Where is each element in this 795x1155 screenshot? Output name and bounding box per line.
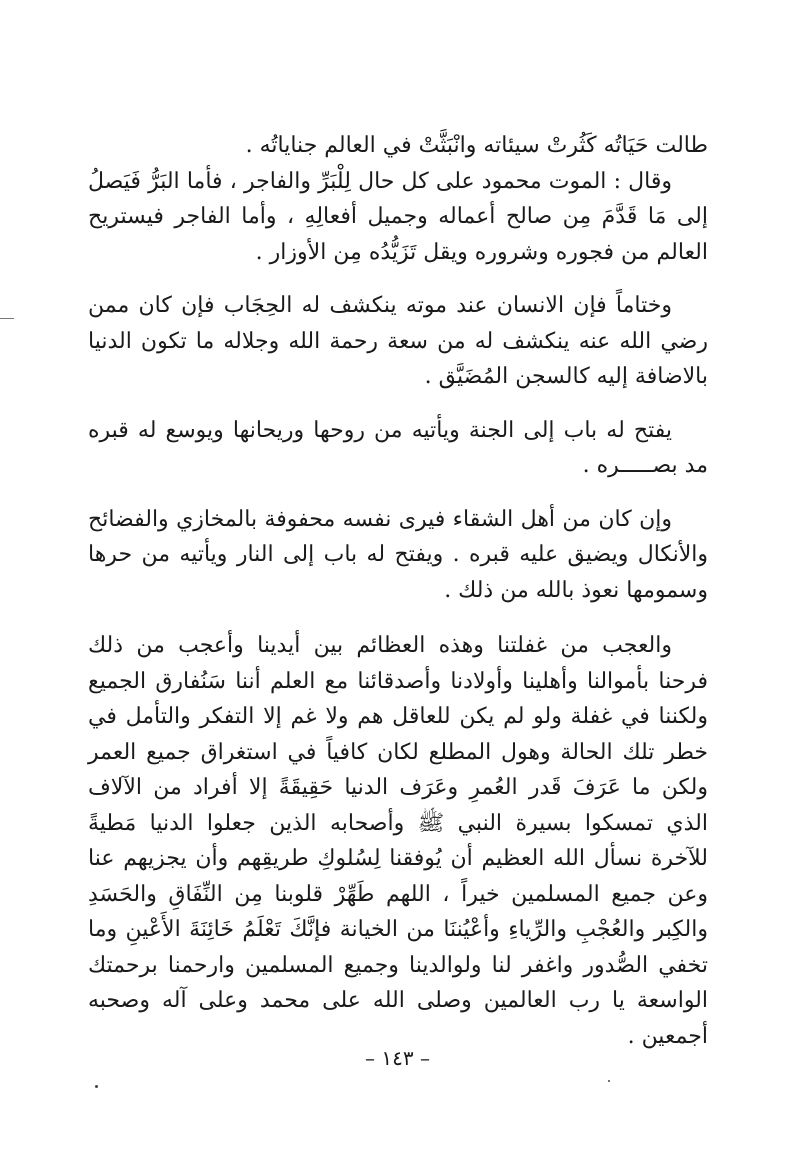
paragraph-3-text: وختاماً فإن الانسان عند موته ينكشف له الحِجَاب فإن كان ممن رضي الله عنه ينكشف له من سعة رحمة الله وجلاله ما تكون الدنيا بالاضافة إليه كالسجن المُضَيَّق .	[88, 293, 708, 389]
page-number: – ١٤٣ –	[365, 1046, 430, 1070]
margin-rule	[0, 318, 14, 319]
body-text	[88, 128, 708, 1054]
paragraph-5	[88, 502, 708, 609]
paragraph-5-text: وإن كان من أهل الشقاء فيرى نفسه محفوفة بالمخازي والفضائح والأنكال ويضيق عليه قبره . ويفتح له باب إلى النار ويأتيه من حرها وسمومها نعوذ بالله من ذلك .	[88, 506, 708, 603]
paragraph-4-text: يفتح له باب إلى الجنة ويأتيه من روحها وريحانها ويوسع له قبره مد بصـــــره .	[88, 417, 708, 478]
paragraph-2-text: وقال : الموت محمود على كل حال لِلْبَرِّ والفاجر ، فأما البَرُّ فَيَصلُ إلى مَا قَدَّمَ مِن صالح أعماله وجميل أفعالِهِ ، وأما الفاجر فيستريح العالم من فجوره وشروره ويقل تَزَيُّدُه مِن الأوزار .	[88, 168, 708, 265]
paragraph-3	[88, 288, 708, 395]
paragraph-6-text: والعجب من غفلتنا وهذه العظائم بين أيدينا وأعجب من ذلك فرحنا بأموالنا وأهلينا وأولادنا وأصدقائنا مع العلم أننا سَنُفارق الجميع ولكننا في غفلة ولو لم يكن للعاقل هم ولا غم إلا التفكر والتأمل في خطر تلك الحالة وهول المطلع لكان كافياً في استغراق جميع العمر ولكن ما عَرَفَ قَدر العُمرِ وعَرَف الدنيا حَقِيقَةً إلا أفراد من الآلاف الذي تمسكوا بسيرة النبي ﷺ وأصحابه الذين جعلوا الدنيا مَطيةً للآخرة نسأل الله العظيم أن يُوفقنا لِسُلوكِ طريقِهم وأن يجزيهم عنا وعن جميع المسلمين خيراً ، اللهم طَهِّرْ قلوبنا مِن النِّفَاقِ والحَسَدِ والكِبر والعُجْبِ والرِّياءِ وأعْيُننَا من الخيانة فإنَّكَ تَعْلَمُ خَائِنَةَ الأَعْينِ وما تخفي الصُّدور واغفر لنا ولوالدينا وجميع المسلمين وارحمنا برحمتك الواسعة يا رب العالمين وصلى الله على محمد وعلى آله وصحبه أجمعين .	[88, 633, 709, 1049]
paragraph-2	[88, 164, 708, 271]
paragraph-6	[88, 628, 708, 1054]
scan-speck	[95, 1085, 98, 1088]
paragraph-4	[88, 413, 708, 484]
paragraph-1: طالت حَيَاتُه كَثُرتْ سيئاته وانْبَثَّتْ في العالم جناياتُه .	[245, 133, 708, 158]
scan-speck	[608, 1080, 610, 1082]
